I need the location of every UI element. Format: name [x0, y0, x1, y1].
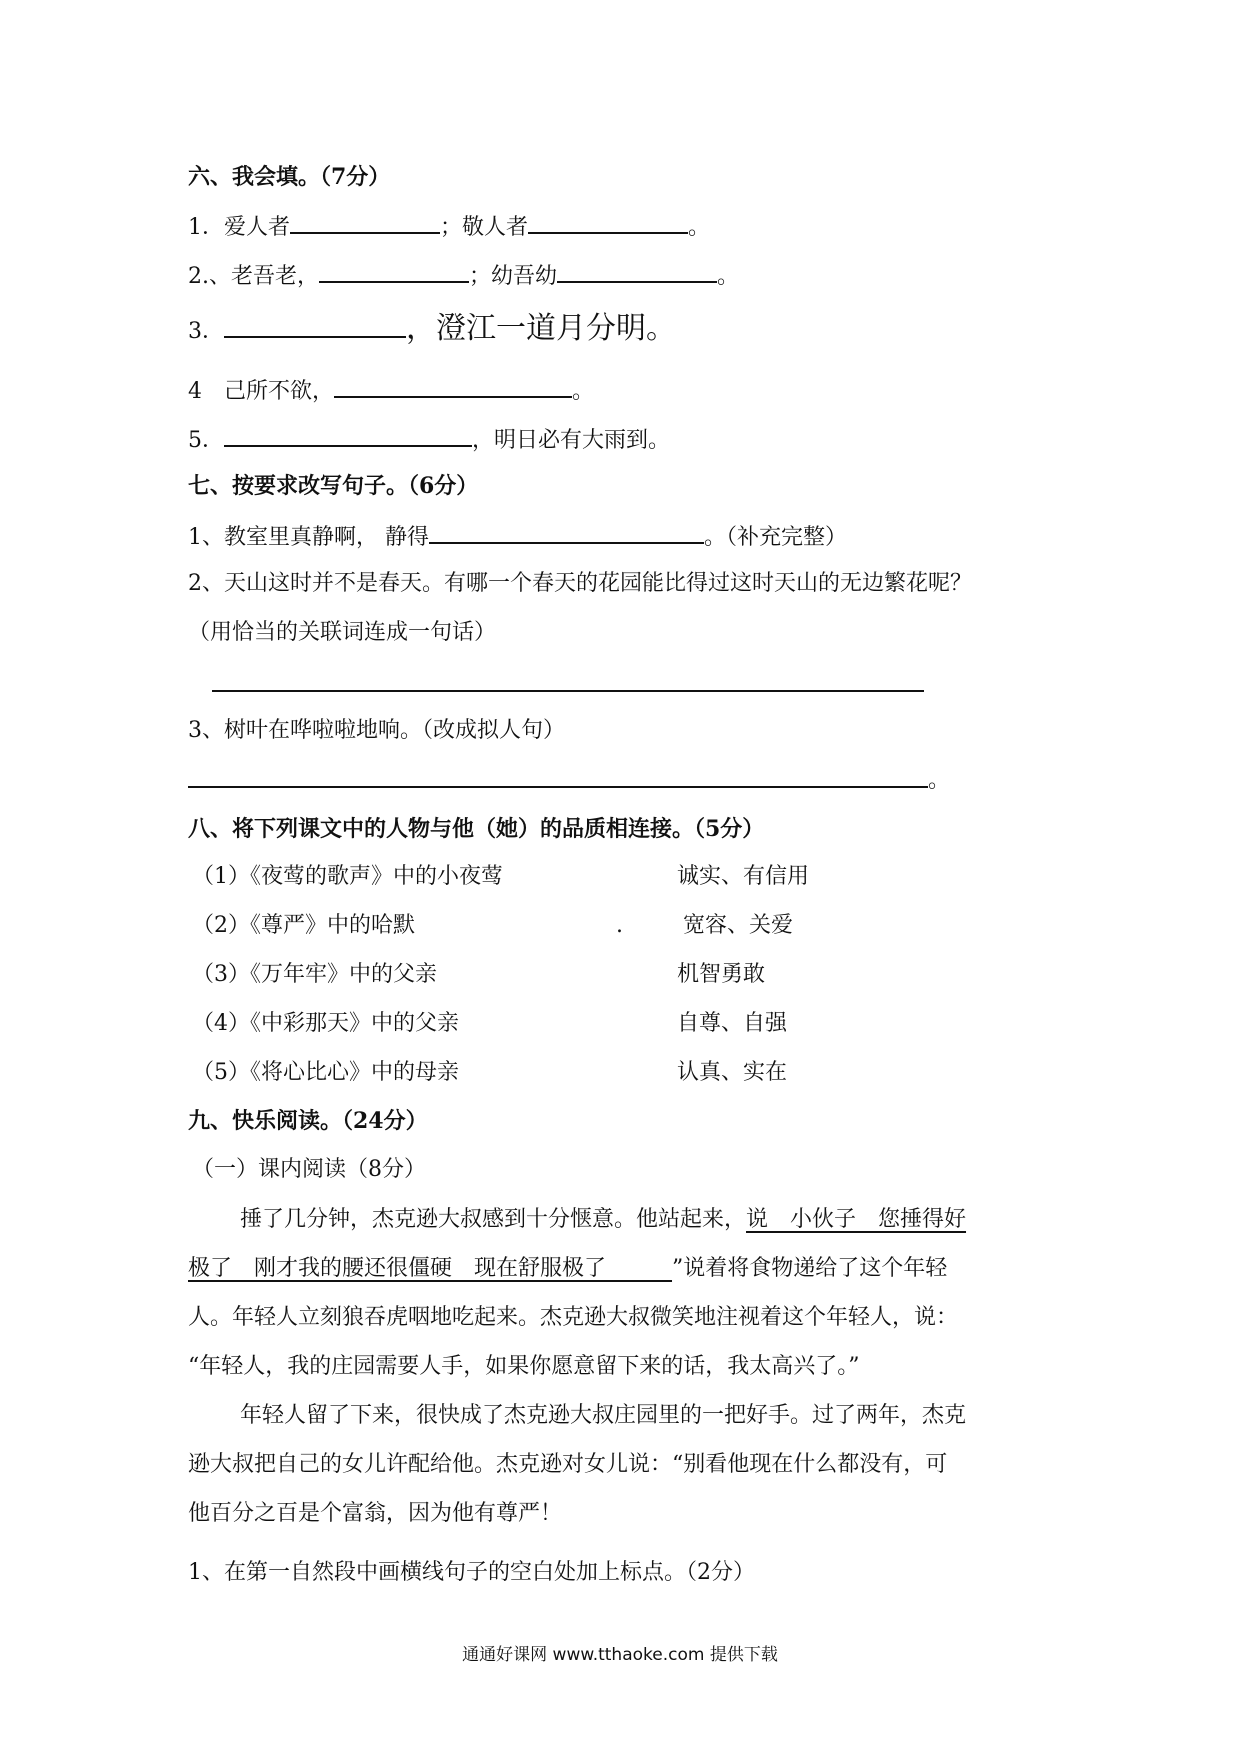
passage-underlined: 极了 刚才我的腰还很僵硬 现在舒服极了	[188, 1256, 673, 1281]
page-footer: 通通好课网 www.tthaoke.com 提供下载	[462, 1645, 778, 1665]
match-right-item[interactable]: 机智勇敢	[677, 962, 766, 987]
passage-line: 逊大叔把自己的女儿许配给他。杰克逊对女儿说：“别看他现在什么都没有，可	[188, 1452, 948, 1477]
match-left-item[interactable]: （3）《万年牢》中的父亲	[192, 962, 437, 987]
answer-blank[interactable]	[429, 520, 704, 544]
passage-line: 年轻人留了下来，很快成了杰克逊大叔庄园里的一把好手。过了两年，杰克	[240, 1403, 967, 1428]
question-6-5	[188, 423, 670, 456]
question-6-4	[188, 374, 594, 407]
q6-3-prefix: 3．	[188, 319, 224, 344]
q7-3-end: 。	[928, 768, 951, 793]
question-9-1: 1、在第一自然段中画横线句子的空白处加上标点。（2分）	[188, 1560, 755, 1585]
answer-blank[interactable]	[224, 314, 406, 338]
question-7-3: 3、树叶在哗啦啦地响。（改成拟人句）	[188, 718, 565, 743]
passage-line	[240, 1205, 966, 1235]
answer-blank[interactable]	[528, 210, 688, 234]
match-left-item[interactable]: （2）《尊严》中的哈默	[192, 913, 415, 938]
passage-text: ”说着将食物递给了这个年轻	[672, 1256, 948, 1281]
section-9-heading: 九、快乐阅读。（24分）	[188, 1108, 428, 1134]
question-7-2: 2、天山这时并不是春天。有哪一个春天的花园能比得过这时天山的无边繁花呢？	[188, 571, 972, 596]
q6-4-end: 。	[572, 379, 595, 404]
match-left-item[interactable]: （1）《夜莺的歌声》中的小夜莺	[192, 864, 503, 889]
answer-blank[interactable]	[290, 210, 440, 234]
question-7-1	[188, 520, 847, 553]
answer-line[interactable]	[212, 690, 924, 692]
q6-5-text: ，明日必有大雨到。	[472, 428, 671, 453]
section-8-heading: 八、将下列课文中的人物与他（她）的品质相连接。（5分）	[188, 816, 765, 842]
match-right-item[interactable]: 认真、实在	[677, 1060, 788, 1085]
passage-line: 他百分之百是个富翁，因为他有尊严！	[188, 1501, 563, 1526]
match-left-item[interactable]: （4）《中彩那天》中的父亲	[192, 1011, 459, 1036]
q7-1-end: 。（补充完整）	[704, 525, 848, 550]
q6-2-end: 。	[717, 264, 740, 289]
answer-line[interactable]	[188, 786, 928, 788]
passage-line: 人。年轻人立刻狼吞虎咽地吃起来。杰克逊大叔微笑地注视着这个年轻人，说：	[188, 1305, 959, 1330]
section-9-subheading: （一）课内阅读（8分）	[192, 1157, 426, 1182]
q6-2-mid: ；幼吾幼	[469, 264, 558, 289]
q6-3-text: ，澄江一道月分明。	[406, 311, 676, 346]
passage-line	[188, 1254, 947, 1284]
match-right-item[interactable]: 诚实、有信用	[677, 864, 810, 889]
passage-text: 捶了几分钟，杰克逊大叔感到十分惬意。他站起来，	[240, 1207, 747, 1232]
q7-1-prefix: 1、教室里真静啊， 静得	[188, 525, 429, 550]
passage-underlined: 说 小伙子 您捶得好	[746, 1207, 967, 1232]
question-6-3	[188, 311, 676, 347]
question-7-2-note: （用恰当的关联词连成一句话）	[188, 620, 497, 645]
section-6-heading: 六、我会填。（7分）	[188, 164, 391, 190]
stray-dot: .	[616, 913, 623, 938]
match-right-item[interactable]: 宽容、关爱	[683, 913, 794, 938]
answer-blank[interactable]	[319, 259, 469, 283]
q6-1-end: 。	[688, 215, 711, 240]
section-7-heading: 七、按要求改写句子。（6分）	[188, 473, 479, 499]
q6-1-mid: ；敬人者	[440, 215, 529, 240]
answer-blank[interactable]	[334, 374, 572, 398]
q6-5-prefix: 5．	[188, 428, 224, 453]
answer-blank[interactable]	[224, 423, 472, 447]
passage-line: “年轻人，我的庄园需要人手，如果你愿意留下来的话，我太高兴了。”	[188, 1354, 860, 1379]
q6-2-prefix: 2.、老吾老，	[188, 264, 319, 289]
answer-blank[interactable]	[557, 259, 717, 283]
match-left-item[interactable]: （5）《将心比心》中的母亲	[192, 1060, 459, 1085]
match-right-item[interactable]: 自尊、自强	[677, 1011, 788, 1036]
question-6-2	[188, 259, 739, 292]
q6-4-prefix: 4 己所不欲，	[188, 379, 334, 404]
q6-1-prefix: 1．爱人者	[188, 215, 290, 240]
question-6-1	[188, 210, 710, 243]
